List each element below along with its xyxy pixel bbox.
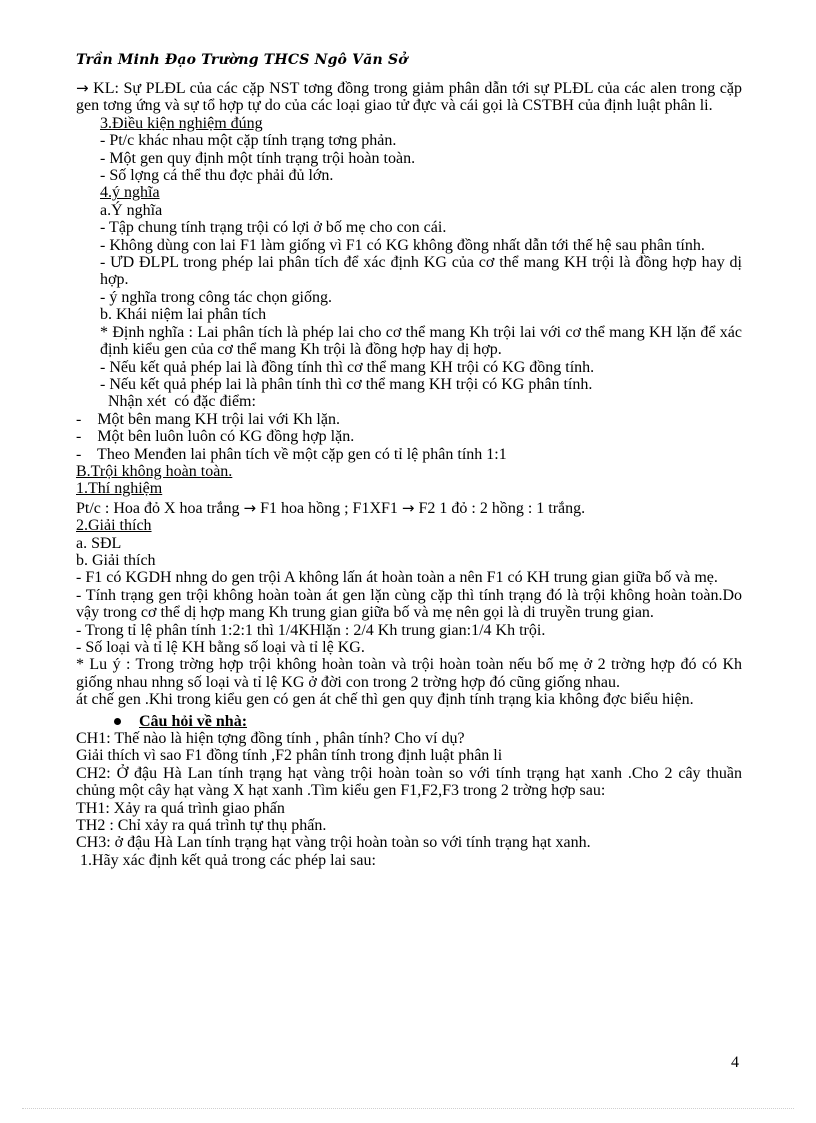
text-line: b. Giải thích [76, 551, 156, 569]
page-number: 4 [731, 1054, 739, 1071]
list-item: - Một bên mang KH trội lai với Kh lặn. [76, 410, 340, 428]
arrow-icon: → [243, 498, 257, 517]
conclusion-paragraph: → KL: Sự PLĐL của các cặp NST tơng đồng trong giảm phân dẫn tới sự PLĐL của các alen trong cặp gen tơng ứng và sự tổ hợp tự do của các loại giao tử đực và cái gọi là CSTBH của định luật phân li. [76, 79, 742, 115]
list-item: - Theo Menđen lai phân tích về một cặp gen có tỉ lệ phân tính 1:1 [76, 445, 507, 463]
text-line: Nhận xét có đặc điểm: [100, 393, 256, 411]
question-line: TH2 : Chỉ xảy ra quá trình tự thụ phấn. [76, 817, 327, 835]
section-heading: 2.Giải thích [76, 517, 152, 535]
subsection-heading: b. Khái niệm lai phân tích [100, 306, 267, 324]
text-paragraph: * Lu ý : Trong trờng hợp trội không hoàn toàn và trội hoàn toàn nếu bố mẹ ở 2 trờng hợp đó có Kh giống nhau nhng số loại và tỉ lệ KG ở đời con trong 2 trờng hợp đó cũng giống nhau. [76, 656, 742, 691]
text-line: - ý nghĩa trong công tác chọn giống. [100, 288, 332, 306]
text-line: - Số loại và tỉ lệ KH bằng số loại và tỉ lệ KG. [76, 639, 365, 656]
question-line: CH1: Thế nào là hiện tợng đồng tính , phân tính? Cho ví dụ? [76, 730, 465, 748]
text-paragraph: - Tính trạng gen trội không hoàn toàn át gen lặn cùng cặp thì tính trạng đó là trội không hoàn toàn.Do vậy trong cơ thể dị hợp mang Kh trung gian giữa bố và mẹ nên gọi là di truyền trung gian. [76, 586, 742, 622]
page-header: Trần Minh Đạo Trường THCS Ngô Văn Sở [76, 52, 408, 68]
arrow-icon: → [401, 498, 415, 517]
text-line: a. SĐL [76, 534, 122, 552]
section-heading: 4.ý nghĩa [100, 184, 160, 202]
section-heading: B.Trội không hoàn toàn. [76, 462, 233, 480]
text-line: - Pt/c khác nhau một cặp tính trạng tơng phản. [100, 132, 397, 150]
text-paragraph: át chế gen .Khi trong kiểu gen có gen át chế thì gen quy định tính trạng kia không đợc biểu hiện. [76, 691, 694, 709]
question-line: CH3: ở đậu Hà Lan tính trạng hạt vàng trội hoàn toàn so với tính trạng hạt xanh. [76, 834, 591, 852]
text-paragraph: - ƯD ĐLPL trong phép lai phân tích để xác định KG của cơ thể mang KH trội là đồng hợp hay dị hợp. [100, 254, 742, 289]
text-line: - Trong tỉ lệ phân tính 1:2:1 thì 1/4KHlặn : 2/4 Kh trung gian:1/4 Kh trội. [76, 621, 546, 639]
text-paragraph: * Định nghĩa : Lai phân tích là phép lai cho cơ thể mang Kh trội lai với cơ thể mang KH lặn để xác định kiểu gen của cơ thể mang Kh trội là đồng hợp hay dị hợp. [100, 323, 742, 359]
question-paragraph: CH2: Ở đậu Hà Lan tính trạng hạt vàng trội hoàn toàn so với tính trạng hạt xanh .Cho 2 cây thuần chủng một cây hạt vàng X hạt xanh .Tìm kiểu gen F1,F2,F3 trong 2 trờng hợp sau: [76, 764, 742, 800]
bullet-icon [114, 718, 121, 725]
text-paragraph: - F1 có KGDH nhng do gen trội A không lấn át hoàn toàn a nên F1 có KH trung gian giữa bố và mẹ. [76, 569, 718, 587]
subsection-heading: a.Ý nghĩa [100, 201, 163, 219]
list-item: - Một bên luôn luôn có KG đồng hợp lặn. [76, 428, 355, 446]
homework-heading: Câu hỏi về nhà: [76, 713, 742, 730]
text-line: - Số lợng cá thể thu đợc phải đủ lớn. [100, 167, 334, 185]
experiment-line: Pt/c : Hoa đỏ X hoa trắng → F1 hoa hồng ; F1XF1 → F2 1 đỏ : 2 hồng : 1 trắng. [76, 498, 586, 517]
text-line: - Một gen quy định một tính trạng trội hoàn toàn. [100, 149, 416, 167]
section-heading: 3.Điều kiện nghiệm đúng [100, 114, 263, 132]
document-body [76, 80, 742, 869]
question-line: 1.Hãy xác định kết quả trong các phép lai sau: [76, 851, 376, 869]
section-heading: 1.Thí nghiệm [76, 480, 163, 498]
text-line: - Nếu kết quả phép lai là đồng tính thì cơ thể mang KH trội có KG đồng tính. [100, 358, 595, 376]
footer-divider [22, 1108, 794, 1109]
text-line: - Tập chung tính trạng trội có lợi ở bố mẹ cho con cái. [100, 219, 447, 237]
text-paragraph: - Không dùng con lai F1 làm giống vì F1 có KG không đồng nhất dẫn tới thế hệ sau phân tính. [100, 236, 705, 254]
question-line: TH1: Xảy ra quá trình giao phấn [76, 799, 285, 817]
question-line: Giải thích vì sao F1 đồng tính ,F2 phân tính trong định luật phân li [76, 747, 503, 765]
arrow-icon: → [76, 79, 89, 97]
text-line: - Nếu kết quả phép lai là phân tính thì cơ thể mang KH trội có KG phân tính. [100, 375, 593, 393]
